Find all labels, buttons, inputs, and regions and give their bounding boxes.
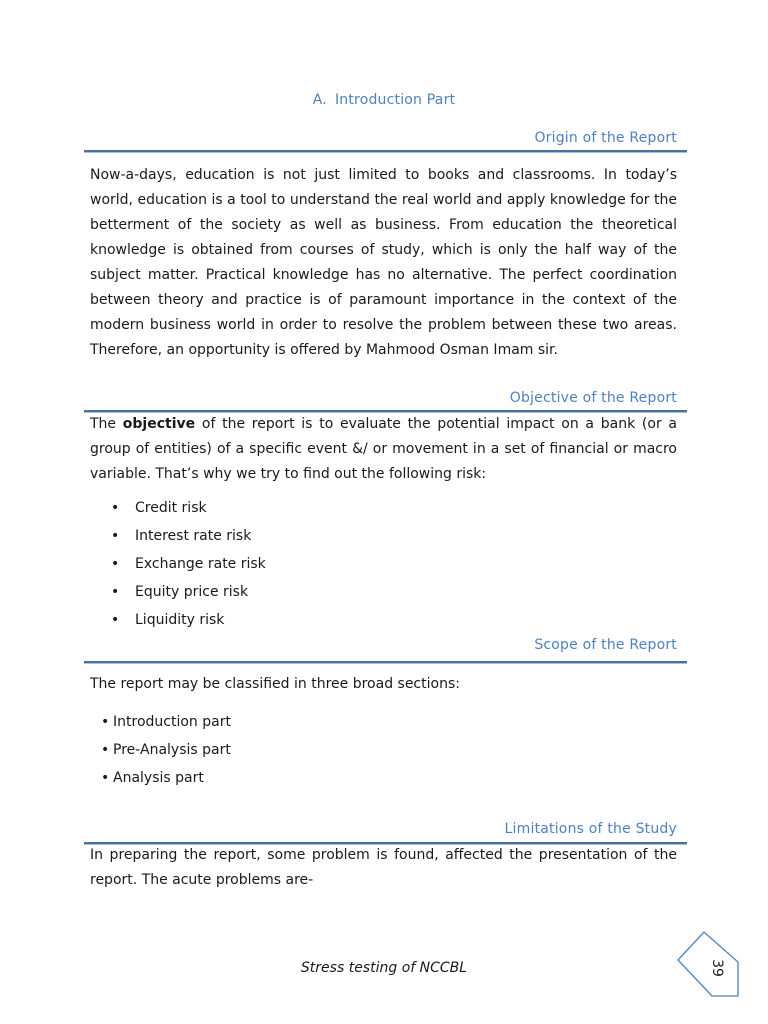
page-number: 39 bbox=[709, 959, 725, 977]
footer-title: Stress testing of NCCBL bbox=[300, 960, 468, 976]
risk-label: Equity price risk bbox=[135, 584, 249, 600]
list-item bbox=[111, 582, 266, 610]
paragraph-limitations: In preparing the report, some problem is found, affected the presentation of the report. The acute problems are- bbox=[90, 847, 677, 888]
risk-label: Interest rate risk bbox=[135, 528, 252, 544]
objective-bold-word: objective bbox=[122, 416, 196, 432]
list-item bbox=[111, 554, 266, 582]
risk-label: Liquidity risk bbox=[135, 612, 225, 628]
rule-origin bbox=[84, 150, 687, 152]
main-title-letter: A. bbox=[312, 92, 327, 108]
objective-lead: The bbox=[90, 416, 117, 432]
list-item bbox=[101, 768, 231, 796]
list-item bbox=[111, 498, 266, 526]
risk-label: Credit risk bbox=[135, 500, 207, 516]
part-label: Pre-Analysis part bbox=[113, 742, 231, 758]
scope-list bbox=[101, 712, 231, 796]
heading-objective: Objective of the Report bbox=[509, 390, 677, 406]
main-title bbox=[0, 92, 768, 108]
heading-scope: Scope of the Report bbox=[534, 637, 677, 653]
bullet-dot: • bbox=[111, 556, 120, 572]
heading-limitations: Limitations of the Study bbox=[504, 821, 677, 837]
heading-origin: Origin of the Report bbox=[534, 130, 677, 146]
bullet-dot: • bbox=[101, 770, 110, 786]
bullet-dot: • bbox=[111, 500, 120, 516]
bullet-dot: • bbox=[101, 714, 110, 730]
list-item bbox=[101, 712, 231, 740]
paragraph-scope: The report may be classified in three broad sections: bbox=[90, 676, 460, 692]
part-label: Introduction part bbox=[113, 714, 231, 730]
part-label: Analysis part bbox=[113, 770, 204, 786]
list-item bbox=[101, 740, 231, 768]
list-item bbox=[111, 610, 266, 638]
main-title-text: Introduction Part bbox=[334, 92, 456, 108]
risk-label: Exchange rate risk bbox=[135, 556, 266, 572]
list-item bbox=[111, 526, 266, 554]
rule-scope bbox=[84, 661, 687, 663]
bullet-dot: • bbox=[111, 612, 120, 628]
objective-body: of the report is to evaluate the potential impact on a bank (or a group of entities) of a specific event &/ or movement in a set of financial or macro variable. That’s why we try to find out the following risk: bbox=[90, 416, 678, 482]
paragraph-objective bbox=[90, 412, 677, 487]
paragraph-origin: Now-a-days, education is not just limited to books and classrooms. In today’s world, education is a tool to understand the real world and apply knowledge for the betterment of the society as well as business. From education the theoretical knowledge is obtained from courses of study, which is only the half way of the subject matter. Practical knowledge has no alternative. The perfect coordination between theory and practice is of paramount importance in the context of the modern business world in order to resolve the problem between these two areas. Therefore, an opportunity is offered by Mahmood Osman Imam sir. bbox=[90, 167, 677, 358]
bullet-dot: • bbox=[101, 742, 110, 758]
bullet-dot: • bbox=[111, 528, 120, 544]
risk-list bbox=[111, 498, 266, 638]
bullet-dot: • bbox=[111, 584, 120, 600]
